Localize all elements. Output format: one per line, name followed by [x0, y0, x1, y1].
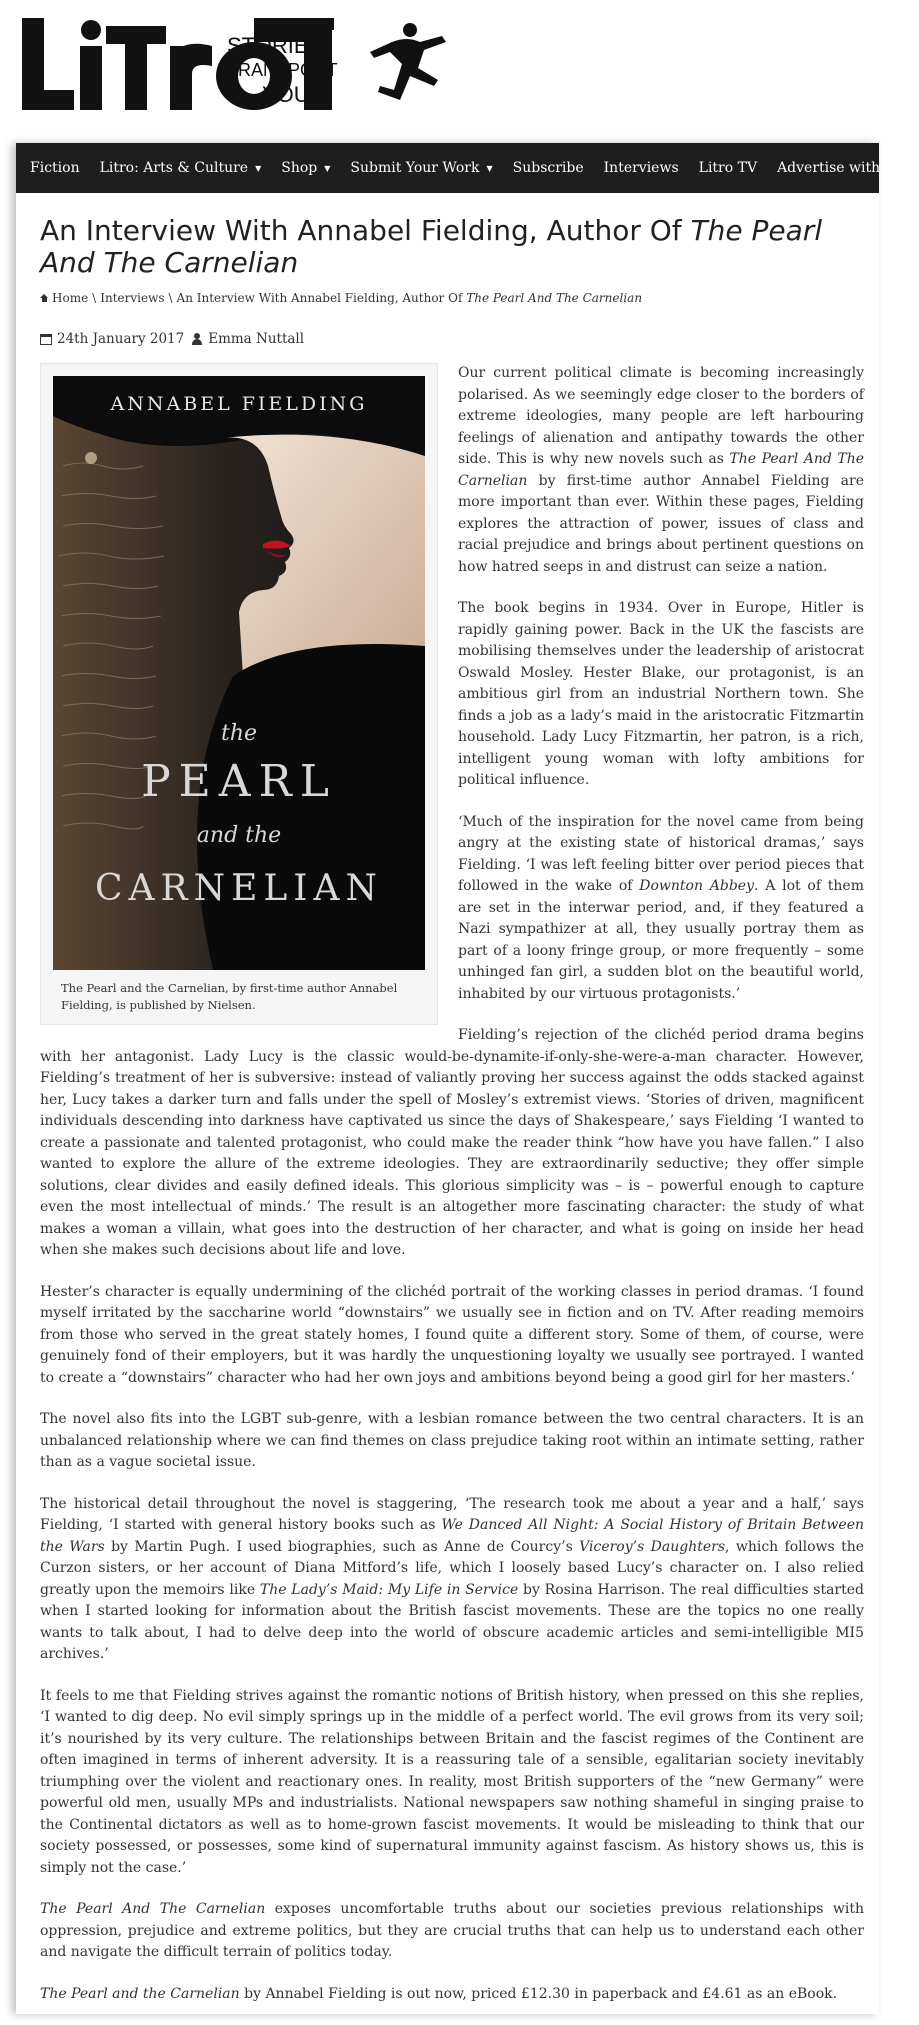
text: . A lot of them are set in the interwar period, and, if they featured a Nazi sympathizer at all, they usually portray them as part of a loony fringe group, or more frequently – some unhinged fan girl, a sudden blot on the beautiful world, inhabited by our virtuous protagonists.’ — [458, 878, 864, 1002]
article-body — [40, 363, 864, 2005]
site-header — [0, 0, 879, 140]
page-title — [40, 215, 864, 279]
tagline-transport: TRANSPORT — [227, 60, 338, 80]
book-cover-figure — [40, 363, 438, 1025]
user-icon — [191, 333, 203, 345]
book-title: We Danced All Night: A Social History of Britain Between the Wars — [40, 1517, 864, 1555]
breadcrumb-separator: \ — [168, 291, 173, 305]
title-italic: The Pearl And The Carnelian — [40, 214, 823, 279]
book-title: The Pearl And The Carnelian — [40, 1901, 266, 1917]
main-nav — [16, 143, 919, 193]
nav-item-advertise[interactable] — [777, 160, 919, 176]
breadcrumb-current — [177, 291, 643, 305]
page-shell — [16, 143, 919, 2014]
cover-carnelian: CARNELIAN — [94, 868, 384, 909]
text: ‘Much of the inspiration for the novel came from being angry at the existing state of historical dramas,’ says Fielding. ‘I was left feeling bitter over period pieces that followed in the wake of — [458, 813, 864, 894]
paragraph: The book begins in 1934. Over in Europe, Hitler is rapidly gaining power. Back in the UK the fascists are mobilising themselves under the leadership of aristocrat Oswald Mosley. Hester Blake, our protagonist, is an ambitious girl from an industrial Northern town. She finds a job as a lady’s maid in the aristocratic Fitzmartin household. Lady Lucy Fitzmartin, her patron, is a rich, intelligent young woman with lofty ambitions for political influence. — [458, 600, 864, 788]
paragraph — [40, 1494, 864, 1666]
runner-icon — [370, 23, 446, 100]
post-meta — [40, 331, 864, 347]
nav-label: Fiction — [30, 160, 80, 176]
breadcrumb-home[interactable]: Home — [52, 291, 89, 305]
post-author[interactable]: Emma Nuttall — [208, 331, 305, 347]
text: Our current political climate is becoming increasingly polarised. As we seemingly edge closer to the borders of extreme ideologies, many people are left harbouring feelings of alienation and antipathy towards the other side. This is why new novels such as — [458, 365, 864, 467]
show-title: Downton Abbey — [639, 878, 754, 894]
cover-author: ANNABEL FIELDING — [110, 393, 368, 415]
nav-item-litro-tv[interactable] — [699, 160, 757, 176]
book-cover-image — [53, 376, 425, 970]
book-title: The Lady’s Maid: My Life in Service — [259, 1581, 519, 1598]
cover-and-the: and the — [196, 823, 282, 848]
text: by first-time author Annabel Fielding are more important than ever. Within these pages, Fielding explores the attraction of power, issues of class and racial prejudice and brings about pertinent questions on how hatred seeps in and distrust can seize a nation. — [458, 472, 864, 575]
breadcrumb-separator: \ — [92, 291, 97, 305]
cover-the: the — [220, 721, 258, 746]
text: The historical detail throughout the novel is staggering, ‘The research took me about a year and a half,’ says Fielding, ‘I started with general history books such as — [40, 1495, 864, 1533]
paragraph — [40, 1899, 864, 1964]
nav-item-submit-your-work[interactable] — [350, 160, 492, 176]
tagline-you: YOU — [262, 82, 310, 107]
caret-down-icon: ▼ — [324, 163, 331, 173]
nav-item-interviews[interactable] — [604, 160, 679, 176]
text: by Martin Pugh. I used biographies, such as Anne de Courcy’s — [104, 1538, 580, 1555]
nav-label: Submit Your Work — [350, 160, 480, 176]
caret-down-icon: ▼ — [486, 163, 493, 173]
paragraph: Fielding’s rejection of the clichéd period drama begins with her antagonist. Lady Lucy is the classic would-be-dynamite-if-only-she-were-a-man character. However, Fielding’s treatment of her is subversive: instead of valiantly proving her success against the odds stacked against her, Lucy takes a darker turn and falls under the spell of Mosley’s extremist views. ‘Stories of driven, magnificent individuals descending into darkness have captivated us since the days of Shakespeare,’ says Fielding ‘I wanted to create a passionate and talented protagonist, who could make the reader think “how have you have fallen.” I also wanted to explore the allure of the extreme ideologies. They are extraordinarily seductive; they offer simple solutions, clear divides and easily defined ideals. This glorious simplicity was – is – powerful enough to capture even the most intellectual of minds.’ The result is an altogether more fascinating character: the study of what makes a woman a villain, what goes into the destruction of her character, and what is going on inside her head when she makes such decisions about life and love. — [40, 1027, 864, 1258]
nav-item-shop[interactable] — [281, 160, 330, 176]
nav-item-arts-culture[interactable] — [100, 160, 262, 176]
text: exposes uncomfortable truths about our societies previous relationships with oppression, prejudice and extreme politics, but they are crucial truths that can help us to understand each other and navigate the difficult terrain of politics today. — [40, 1901, 865, 1960]
book-title: The Pearl And The Carnelian — [458, 451, 864, 489]
paragraph: It feels to me that Fielding strives against the romantic notions of British history, when pressed on this she replies, ‘I wanted to dig deep. No evil simply springs up in the middle of a perfect world. The evil grows from its very soil; it’s nourished by its very culture. The relationships between Britain and the fascist regimes of the Continent are often imagined in terms of inherent adversity. It is a reassuring tale of a sensible, egalitarian society inevitably triumphing over the violent and reactionary ones. In reality, most British supporters of the “new Germany” were powerful old men, usually MPs and industrialists. National newspapers saw nothing shameful in singing praise to the Continental dictators as well as to home-grown fascist movements. It would be misleading to think that our society possessed, or possesses, some kind of supernatural immunity against fascism. As history shows us, this is simply not the case.’ — [40, 1687, 864, 1876]
text: by Rosina Harrison. The real difficulties started when I started looking for information about the British fascist movements. These are the topics no one really wants to talk about, I had to delve deep into the world of obscure academic articles and semi-intelligible MI5 archives.’ — [40, 1581, 864, 1662]
nav-label: Litro: Arts & Culture — [99, 160, 249, 176]
post-date: 24th January 2017 — [57, 331, 185, 347]
title-plain: An Interview With Annabel Fielding, Author Of — [40, 214, 691, 247]
breadcrumb-interviews[interactable]: Interviews — [100, 291, 165, 305]
book-title: The Pearl and the Carnelian — [40, 1985, 240, 2002]
book-title: Viceroy’s Daughters — [579, 1538, 726, 1555]
calendar-icon — [40, 334, 52, 345]
paragraph: Hester’s character is equally undermining of the clichéd portrait of the working classes in period dramas. ‘I found myself irritated by the saccharine world “downstairs” we usually see in fiction and on TV. After reading memoirs from those who served in the great stately homes, I found quite a different story. Some of them, of course, were genuinely fond of their employers, but it was hardly the unquestioning loyalty we usually see portrayed. I wanted to create a “downstairs” character who had her own joys and ambitions beyond being a good girl for her masters.’ — [40, 1283, 864, 1386]
figure-caption: The Pearl and the Carnelian, by first-time author Annabel Fielding, is published by Nielsen. — [61, 981, 398, 1012]
nav-label: Litro TV — [698, 160, 758, 176]
nav-item-fiction[interactable] — [30, 160, 80, 176]
breadcrumb-current-italic: The Pearl And The Carnelian — [466, 291, 643, 305]
litro-logo[interactable] — [22, 18, 542, 118]
paragraph: The novel also fits into the LGBT sub-genre, with a lesbian romance between the two central characters. It is an unbalanced relationship where we can find themes on class prejudice taking root within an intimate setting, rather than as a vague societal issue. — [40, 1411, 864, 1470]
text: by Annabel Fielding is out now, priced £12.30 in paperback and £4.61 as an eBook. — [239, 1985, 838, 2002]
article-container — [40, 215, 864, 2025]
text: , which follows the Curzon sisters, or her account of Diana Mitford’s life, which I loosely based Lucy’s character on. I also relied greatly upon the memoirs like — [40, 1538, 865, 1598]
nav-label: Interviews — [603, 160, 679, 176]
cover-pearl: PEARL — [141, 756, 337, 807]
nav-item-subscribe[interactable] — [513, 160, 584, 176]
nav-label: Shop — [281, 160, 318, 176]
paragraph — [40, 1984, 864, 2006]
tagline-stories: STORIES — [227, 33, 324, 58]
breadcrumb-current-plain: An Interview With Annabel Fielding, Author Of — [176, 291, 467, 305]
nav-label: Advertise with Litro — [777, 160, 919, 176]
nav-label: Subscribe — [512, 160, 584, 176]
home-icon — [40, 294, 49, 302]
caret-down-icon: ▼ — [255, 163, 262, 173]
breadcrumb — [40, 291, 864, 305]
